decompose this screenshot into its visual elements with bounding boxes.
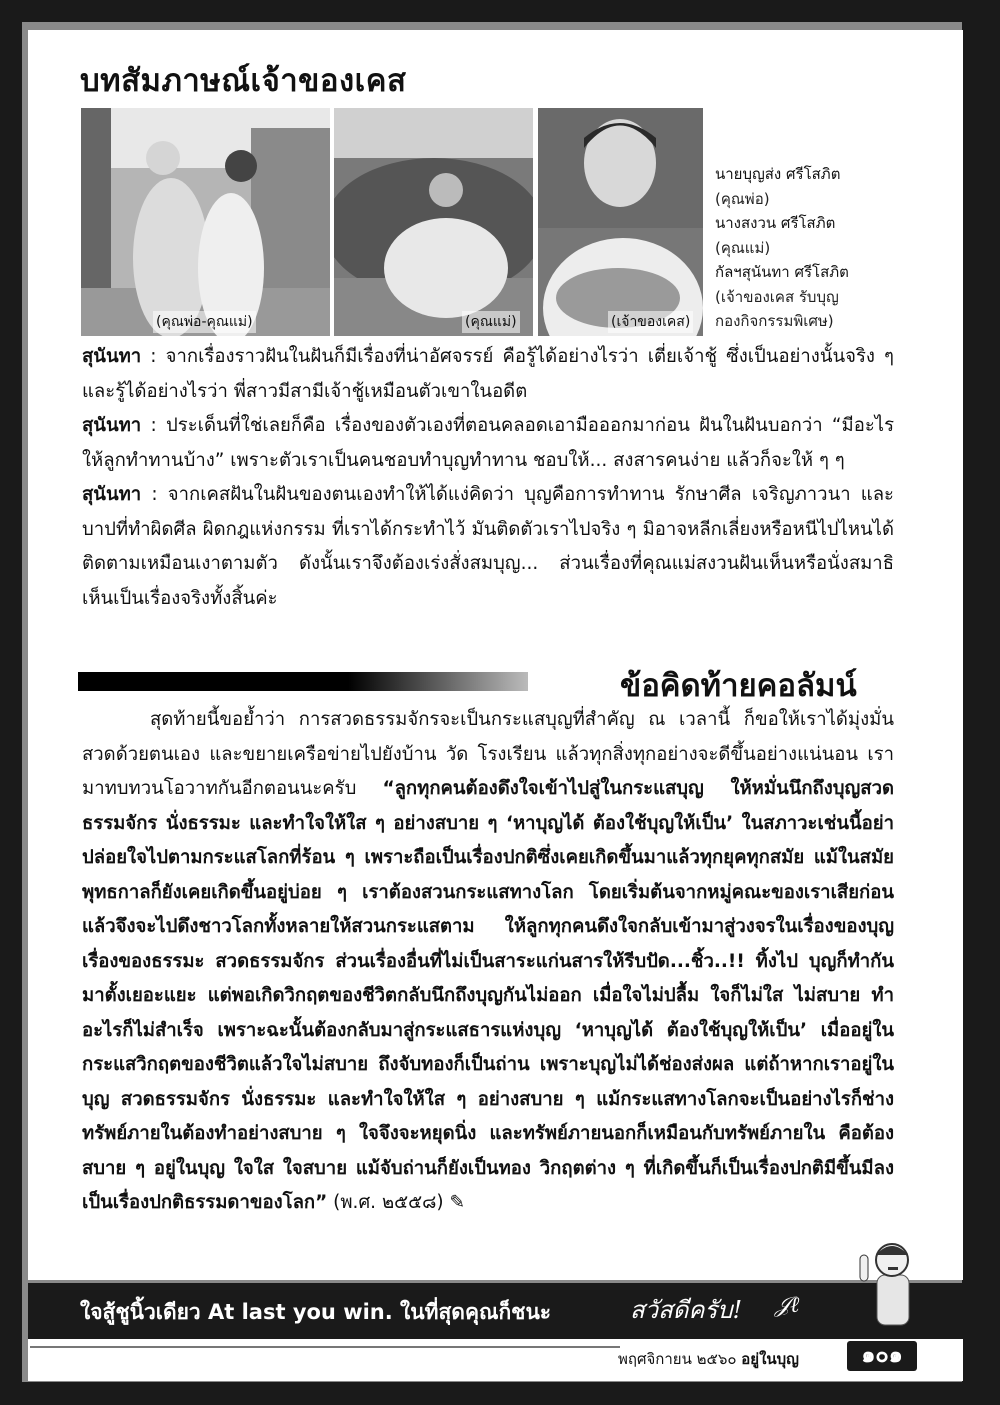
magazine-name: อยู่ในบุญ bbox=[741, 1350, 799, 1368]
person-name: นายบุญส่ง ศรีโสภิต bbox=[715, 165, 841, 183]
issue-month: พฤศจิกายน ๒๕๖๐ bbox=[618, 1350, 742, 1368]
person-name: กัลฯสุนันทา ศรีโสภิต bbox=[715, 263, 849, 281]
person-role: กองกิจกรรมพิเศษ) bbox=[715, 312, 834, 330]
column-text bbox=[82, 703, 894, 1221]
photo-parents bbox=[81, 108, 330, 336]
mascot-icon bbox=[852, 1235, 932, 1340]
issue-info bbox=[618, 1347, 799, 1371]
page-number: ๑๐๑ bbox=[847, 1341, 917, 1371]
interview-paragraph bbox=[82, 478, 894, 616]
signature: สวัสดีครับ! bbox=[630, 1296, 743, 1324]
speaker-name: สุนันทา bbox=[82, 484, 142, 505]
person-role: (คุณแม่) bbox=[715, 238, 771, 257]
interview-answer: : จากเรื่องราวฝันในฝันก็มีเรื่องที่น่าอัศจรรย์ คือรู้ได้อย่างไรว่า เตี่ยเจ้าชู้ ซึ่งเป็นอย่างนั้นจริง ๆ และรู้ได้อย่างไรว่า พี่สาวมีสามีเจ้าชู้เหมือนตัวเขาในอดีต bbox=[82, 346, 894, 402]
interview-answer: : จากเคสฝันในฝันของตนเองทำให้ได้แง่คิดว่า บุญคือการทำทาน รักษาศีล เจริญภาวนา และบาปที่ทำผิดศีล ผิดกฎแห่งกรรม ที่เราได้กระทำไว้ มันติดตัวเราไปจริง ๆ มิอาจหลีกเลี่ยงหรือหนีไปไหนได้ ติดตามเหมือนเงาตามตัว ดังนั้นเราจึงต้องเร่งสั่งสมบุญ... ส่วนเรื่องที่คุณแม่สงวนฝันเห็นหรือนั่งสมาธิเห็นเป็นเรื่องจริงทั้งสิ้นค่ะ bbox=[82, 484, 894, 609]
column-date: (พ.ศ. ๒๕๕๘) bbox=[327, 1192, 444, 1213]
interview-answer: : ประเด็นที่ใช่เลยก็คือ เรื่องของตัวเองที่ตอนคลอดเอามือออกมาก่อน ฝันในฝันบอกว่า “มีอะไรให้ลูกทำทานบ้าง” เพราะตัวเราเป็นคนชอบทำบุญทำทาน ชอบให้... สงสารคนง่าย แล้วก็จะให้ ๆ ๆ bbox=[82, 415, 894, 471]
person-role: (คุณพ่อ) bbox=[715, 189, 770, 208]
column-paragraph bbox=[82, 703, 894, 1221]
frame-top bbox=[0, 0, 1000, 22]
section-divider-bar bbox=[78, 672, 528, 691]
column-intro: สุดท้ายนี้ขอย้ำว่า การสวดธรรมจักรจะเป็นกระแสบุญที่สำคัญ ณ เวลานี้ ก็ขอให้เราได้มุ่งมั่นสวดด้วยตนเอง และขยายเครือข่ายไปยังบ้าน วัด โรงเรียน แล้วทุกสิ่งทุกอย่างจะดีขึ้นอย่างแน่นอน เรามาทบทวนโอวาทกันอีกตอนนะครับ bbox=[82, 709, 894, 799]
photo-parents-image bbox=[81, 108, 330, 336]
column-heading: ข้อคิดท้ายคอลัมน์ bbox=[620, 668, 857, 704]
footer-slogan: ใจสู้ชูนิ้วเดียว At last you win. ในที่สุดคุณก็ชนะ bbox=[80, 1300, 552, 1324]
photo-caption: (เจ้าของเคส) bbox=[608, 311, 693, 333]
speaker-name: สุนันทา bbox=[82, 415, 142, 436]
photo-case-owner-image bbox=[538, 108, 703, 336]
frame-right bbox=[963, 22, 1000, 1405]
person-role: (เจ้าของเคส รับบุญ bbox=[715, 287, 839, 306]
person-name: นางสงวน ศรีโสภิต bbox=[715, 214, 836, 232]
bottom-rule bbox=[30, 1346, 620, 1348]
photo-caption: (คุณพ่อ-คุณแม่) bbox=[153, 311, 256, 333]
column-quote: “ลูกทุกคนต้องดึงใจเข้าไปสู่ในกระแสบุญ ให้หมั่นนึกถึงบุญสวดธรรมจักร นั่งธรรมะ และทำใจให้ใส ๆ อย่างสบาย ๆ ‘หาบุญได้ ต้องใช้บุญให้เป็น’ ในสภาวะเช่นนี้อย่าปล่อยใจไปตามกระแสโลกที่ร้อน ๆ เพราะถือเป็นเรื่องปกติซึ่งเคยเกิดขึ้นมาแล้วทุกยุคทุกสมัย แม้ในสมัยพุทธกาลก็ยังเคยเกิดขึ้นอยู่บ่อย ๆ เราต้องสวนกระแสทางโลก โดยเริ่มต้นจากหมู่คณะของเราเสียก่อน แล้วจึงจะไปดึงชาวโลกทั้งหลายให้สวนกระแสตาม ให้ลูกทุกคนดึงใจกลับเข้ามาสู่วงจรในเรื่องของบุญ เรื่องของธรรมะ สวดธรรมจักร ส่วนเรื่องอื่นที่ไม่เป็นสาระแก่นสารให้รีบปัด...ชิ้ว..!! ทิ้งไป บุญก็ทำกันมาตั้งเยอะแยะ แต่พอเกิดวิกฤตของชีวิตกลับนึกถึงบุญกันไม่ออก เมื่อใจไม่ปลื้ม ใจก็ไม่ใส ไม่สบาย ทำอะไรก็ไม่สำเร็จ เพราะฉะนั้นต้องกลับมาสู่กระแสธารแห่งบุญ ‘หาบุญได้ ต้องใช้บุญให้เป็น’ เมื่ออยู่ในกระแสวิกฤตของชีวิตแล้วใจไม่สบาย ถึงจับทองก็เป็นถ่าน เพราะบุญไม่ได้ช่องส่งผล แต่ถ้าหากเราอยู่ในบุญ สวดธรรมจักร นั่งธรรมะ และทำใจให้ใส ๆ อย่างสบาย ๆ แม้กระแสทางโลกจะเป็นอย่างไรก็ช่าง ทรัพย์ภายในต้องทำอย่างสบาย ๆ ใจจึงจะหยุดนิ่ง และทรัพย์ภายนอกก็เหมือนกับทรัพย์ภายใน คือต้องสบาย ๆ อยู่ในบุญ ใจใส ใจสบาย แม้จับถ่านก็ยังเป็นทอง วิกฤตต่าง ๆ ที่เกิดขึ้นก็เป็นเรื่องปกติมีขึ้นมีลงเป็นเรื่องปกติธรรมดาของโลก” bbox=[82, 778, 894, 1213]
people-list bbox=[715, 162, 849, 334]
article-title: บทสัมภาษณ์เจ้าของเคส bbox=[80, 63, 407, 99]
interview-paragraph bbox=[82, 340, 894, 409]
photo-caption: (คุณแม่) bbox=[462, 311, 520, 333]
photo-mother-image bbox=[334, 108, 533, 336]
quill-icon: ✎ bbox=[449, 1192, 466, 1213]
interview-paragraph bbox=[82, 409, 894, 478]
interview-text bbox=[82, 340, 894, 616]
speaker-name: สุนันทา bbox=[82, 346, 142, 367]
photo-mother bbox=[334, 108, 533, 336]
photo-case-owner bbox=[538, 108, 703, 336]
signature-mark-icon: 𝒥ℓ bbox=[775, 1293, 800, 1318]
